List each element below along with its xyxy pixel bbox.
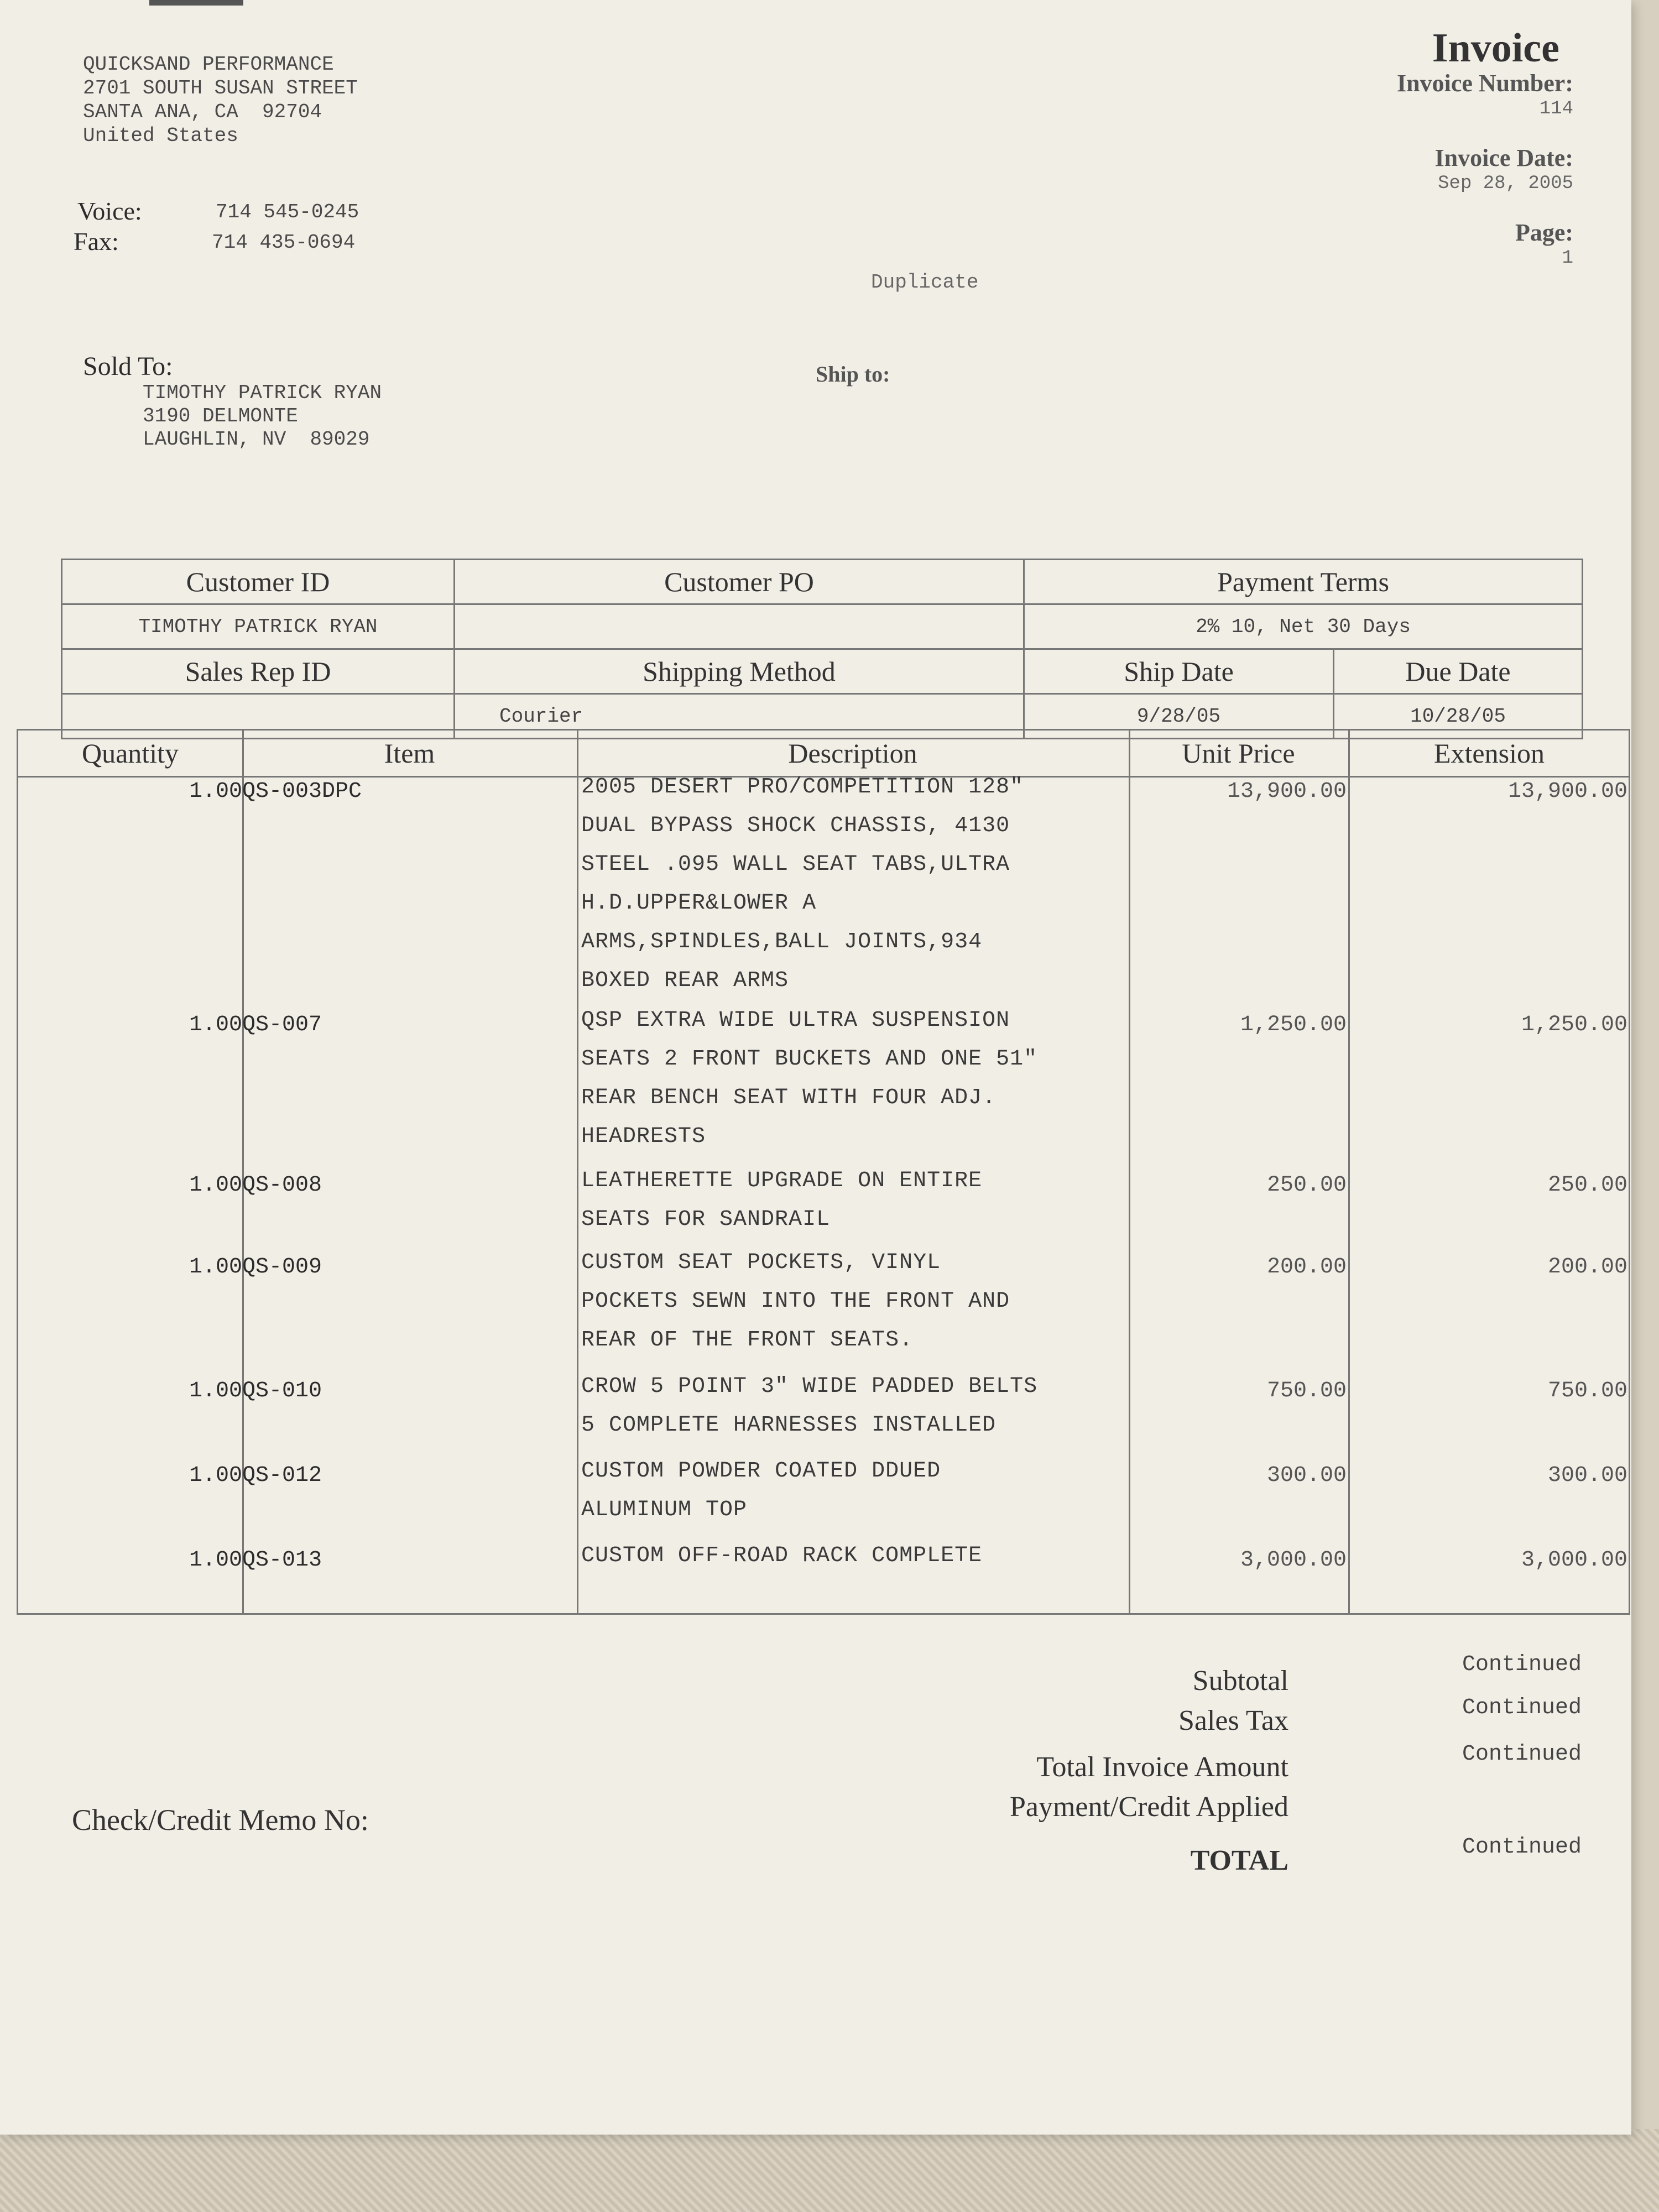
customer-id-header: Customer ID bbox=[62, 560, 455, 604]
check-memo-label: Check/Credit Memo No: bbox=[72, 1803, 369, 1837]
description-line: HEADRESTS bbox=[581, 1124, 706, 1149]
line-description bbox=[581, 1537, 1129, 1575]
countertop-background bbox=[0, 2129, 1659, 2212]
description-line: REAR OF THE FRONT SEATS. bbox=[581, 1328, 914, 1353]
line-item-code: QS-008 bbox=[242, 1173, 322, 1198]
description-line: CUSTOM OFF-ROAD RACK COMPLETE bbox=[581, 1543, 983, 1568]
company-street: 2701 SOUTH SUSAN STREET bbox=[83, 77, 358, 100]
description-line: SEATS FOR SANDRAIL bbox=[581, 1207, 831, 1232]
customer-id-value: TIMOTHY PATRICK RYAN bbox=[62, 604, 455, 649]
due-date-header: Due Date bbox=[1334, 649, 1583, 694]
line-unit-price: 200.00 bbox=[1266, 1255, 1347, 1280]
company-name: QUICKSAND PERFORMANCE bbox=[83, 53, 334, 76]
top-rule bbox=[149, 0, 243, 6]
invoice-number-label: Invoice Number: bbox=[1397, 70, 1573, 97]
customer-info-table bbox=[61, 559, 1583, 739]
unit-price-header: Unit Price bbox=[1182, 738, 1295, 769]
company-country: United States bbox=[83, 124, 238, 147]
customer-po-value bbox=[455, 604, 1024, 649]
total-label: TOTAL bbox=[1190, 1845, 1288, 1876]
line-items-table bbox=[17, 729, 1630, 1615]
description-line: QSP EXTRA WIDE ULTRA SUSPENSION bbox=[581, 1008, 1010, 1033]
fax-label: Fax: bbox=[74, 227, 119, 255]
sold-to-label: Sold To: bbox=[83, 352, 173, 381]
sales-rep-header: Sales Rep ID bbox=[62, 649, 455, 694]
description-line: CROW 5 POINT 3" WIDE PADDED BELTS bbox=[581, 1374, 1038, 1399]
voice-number: 714 545-0245 bbox=[216, 201, 359, 223]
due-date-value: 10/28/05 bbox=[1334, 694, 1583, 739]
line-unit-price: 1,250.00 bbox=[1240, 1013, 1347, 1037]
line-unit-price: 13,900.00 bbox=[1227, 779, 1347, 804]
line-extension: 250.00 bbox=[1547, 1173, 1627, 1198]
line-extension: 200.00 bbox=[1547, 1255, 1627, 1280]
fax-row bbox=[74, 227, 356, 256]
description-line: CUSTOM SEAT POCKETS, VINYL bbox=[581, 1250, 941, 1275]
line-unit-price: 3,000.00 bbox=[1240, 1548, 1347, 1573]
description-line: ALUMINUM TOP bbox=[581, 1498, 748, 1522]
description-line: BOXED REAR ARMS bbox=[581, 968, 789, 993]
page-number: 1 bbox=[1562, 248, 1573, 269]
column-divider bbox=[1129, 731, 1130, 1613]
line-item-code: QS-013 bbox=[242, 1548, 322, 1573]
line-extension: 3,000.00 bbox=[1521, 1548, 1627, 1573]
payment-terms-value: 2% 10, Net 30 Days bbox=[1024, 604, 1583, 649]
description-line: POCKETS SEWN INTO THE FRONT AND bbox=[581, 1289, 1010, 1314]
voice-label: Voice: bbox=[77, 197, 142, 225]
description-line: H.D.UPPER&LOWER A bbox=[581, 891, 817, 916]
description-line: CUSTOM POWDER COATED DDUED bbox=[581, 1459, 941, 1484]
line-extension: 1,250.00 bbox=[1521, 1013, 1627, 1037]
column-divider bbox=[577, 731, 578, 1613]
subtotal-value: Continued bbox=[1462, 1652, 1582, 1677]
line-item-code: QS-012 bbox=[242, 1463, 322, 1488]
line-extension: 13,900.00 bbox=[1507, 779, 1627, 804]
description-line: DUAL BYPASS SHOCK CHASSIS, 4130 bbox=[581, 813, 1010, 838]
line-qty: 1.00 bbox=[189, 1013, 242, 1037]
total-invoice-label: Total Invoice Amount bbox=[1036, 1751, 1288, 1783]
line-description bbox=[581, 1162, 1129, 1239]
description-header: Description bbox=[788, 738, 917, 769]
line-extension: 300.00 bbox=[1547, 1463, 1627, 1488]
column-divider bbox=[1348, 731, 1350, 1613]
line-unit-price: 300.00 bbox=[1266, 1463, 1347, 1488]
voice-row bbox=[77, 196, 359, 226]
fax-number: 714 435-0694 bbox=[212, 231, 356, 254]
line-qty: 1.00 bbox=[189, 1255, 242, 1280]
total-value: Continued bbox=[1462, 1835, 1582, 1860]
line-description bbox=[581, 1001, 1129, 1156]
extension-header: Extension bbox=[1434, 738, 1545, 769]
sold-to-address bbox=[143, 382, 382, 451]
description-line: ARMS,SPINDLES,BALL JOINTS,934 bbox=[581, 930, 983, 954]
sales-tax-value: Continued bbox=[1462, 1695, 1582, 1720]
invoice-date-label: Invoice Date: bbox=[1434, 144, 1573, 171]
company-address bbox=[83, 53, 358, 148]
invoice-date: Sep 28, 2005 bbox=[1438, 173, 1573, 194]
page-label: Page: bbox=[1515, 219, 1573, 246]
payment-terms-header: Payment Terms bbox=[1024, 560, 1583, 604]
ship-to-label: Ship to: bbox=[816, 362, 890, 387]
quantity-header: Quantity bbox=[82, 738, 179, 769]
line-qty: 1.00 bbox=[189, 1379, 242, 1404]
sold-to-street: 3190 DELMONTE bbox=[143, 405, 298, 427]
item-header: Item bbox=[384, 738, 435, 769]
total-invoice-value: Continued bbox=[1462, 1742, 1582, 1767]
company-city: SANTA ANA, CA 92704 bbox=[83, 101, 322, 123]
line-item-code: QS-009 bbox=[242, 1255, 322, 1280]
description-line: STEEL .095 WALL SEAT TABS,ULTRA bbox=[581, 852, 1010, 877]
line-extension: 750.00 bbox=[1547, 1379, 1627, 1404]
ship-date-header: Ship Date bbox=[1024, 649, 1334, 694]
line-qty: 1.00 bbox=[189, 779, 242, 804]
sold-to-city: LAUGHLIN, NV 89029 bbox=[143, 428, 370, 451]
description-line: 5 COMPLETE HARNESSES INSTALLED bbox=[581, 1413, 997, 1438]
subtotal-label: Subtotal bbox=[1192, 1665, 1288, 1697]
shipping-method-value: Courier bbox=[455, 694, 1024, 739]
line-item-code: QS-007 bbox=[242, 1013, 322, 1037]
line-qty: 1.00 bbox=[189, 1463, 242, 1488]
customer-po-header: Customer PO bbox=[455, 560, 1024, 604]
line-description bbox=[581, 1368, 1129, 1445]
line-item-code: QS-003DPC bbox=[242, 779, 362, 804]
line-unit-price: 750.00 bbox=[1266, 1379, 1347, 1404]
line-description bbox=[581, 1452, 1129, 1530]
description-line: LEATHERETTE UPGRADE ON ENTIRE bbox=[581, 1168, 983, 1193]
line-description bbox=[581, 768, 1129, 1000]
description-line: SEATS 2 FRONT BUCKETS AND ONE 51" bbox=[581, 1047, 1038, 1072]
invoice-date-block bbox=[1435, 144, 1574, 194]
line-item-code: QS-010 bbox=[242, 1379, 322, 1404]
description-line: 2005 DESERT PRO/COMPETITION 128" bbox=[581, 775, 1024, 800]
sales-tax-label: Sales Tax bbox=[1178, 1705, 1288, 1736]
invoice-title: Invoice bbox=[1432, 25, 1559, 71]
ship-date-value: 9/28/05 bbox=[1024, 694, 1334, 739]
page-block bbox=[1515, 218, 1573, 269]
sold-to-name: TIMOTHY PATRICK RYAN bbox=[143, 382, 382, 404]
duplicate-mark: Duplicate bbox=[871, 271, 979, 294]
line-qty: 1.00 bbox=[189, 1173, 242, 1198]
invoice-number: 114 bbox=[1539, 98, 1573, 119]
payment-credit-label: Payment/Credit Applied bbox=[1009, 1791, 1288, 1823]
line-unit-price: 250.00 bbox=[1266, 1173, 1347, 1198]
line-qty: 1.00 bbox=[189, 1548, 242, 1573]
shipping-method-header: Shipping Method bbox=[455, 649, 1024, 694]
invoice-number-block bbox=[1397, 69, 1573, 119]
line-description bbox=[581, 1244, 1129, 1360]
description-line: REAR BENCH SEAT WITH FOUR ADJ. bbox=[581, 1086, 997, 1110]
